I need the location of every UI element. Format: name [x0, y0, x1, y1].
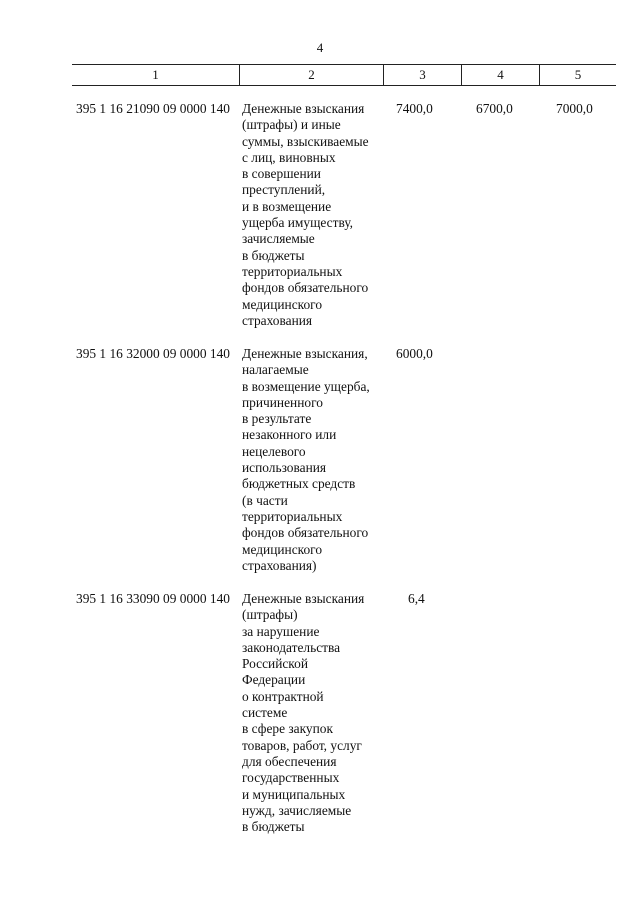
- header-col-1: 1: [72, 65, 240, 85]
- income-description: Денежные взыскания (штрафы) и иные суммы, взыскиваемые с лиц, виновных в совершении преступлений, и в возмещение ущерба имуществу, зачисляемые в бюджеты территориальных фондов обязательного медицинского страхования: [242, 101, 369, 328]
- header-col-5: 5: [574, 67, 582, 82]
- amount-col-4: 6700,0: [476, 101, 513, 116]
- amount-col-3: 6,4: [408, 591, 425, 606]
- header-col-3: 3: [384, 65, 462, 85]
- amount-col-5: 7000,0: [556, 101, 593, 116]
- budget-code: 395 1 16 21090 09 0000 140: [76, 101, 230, 116]
- header-col-2: 2: [240, 65, 384, 85]
- amount-col-3: 6000,0: [396, 346, 433, 361]
- budget-code: 395 1 16 33090 09 0000 140: [76, 591, 230, 606]
- header-col-4: 4: [462, 65, 540, 85]
- budget-code: 395 1 16 32000 09 0000 140: [76, 346, 230, 361]
- table-header: [72, 64, 616, 86]
- amount-col-3: 7400,0: [396, 101, 433, 116]
- income-description: Денежные взыскания, налагаемые в возмещение ущерба, причиненного в результате незаконного или нецелевого использования бюджетных средств (в части территориальных фондов обязательного медицинского страхования): [242, 346, 370, 573]
- income-description: Денежные взыскания (штрафы) за нарушение законодательства Российской Федерации о контрактной системе в сфере закупок товаров, работ, услуг для обеспечения государственных и муниципальных нужд, зачисляемые в бюджеты: [242, 591, 365, 835]
- page-number: 4: [316, 40, 324, 55]
